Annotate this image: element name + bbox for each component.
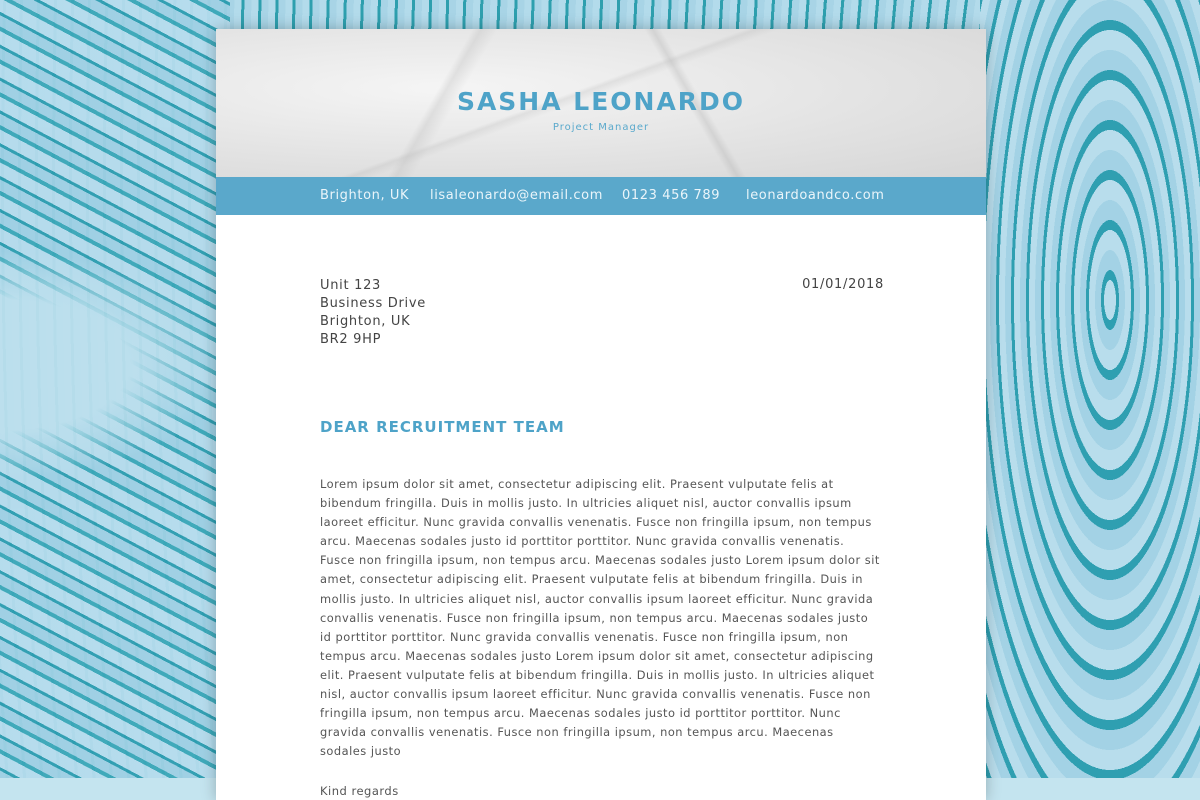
- marble-pattern-right: [980, 0, 1200, 800]
- applicant-name: SASHA LEONARDO: [456, 87, 746, 116]
- contact-website: leonardoandco.com: [746, 188, 885, 203]
- marble-pattern-left: [0, 0, 230, 800]
- address-line: Unit 123: [320, 278, 382, 293]
- salutation: DEAR RECRUITMENT TEAM: [320, 418, 565, 436]
- letter-body: Lorem ipsum dolor sit amet, consectetur adipiscing elit. Praesent vulputate felis at bibendum fringilla. Duis in mollis justo. In ultricies aliquet nisl, auctor convallis ipsum laoreet efficitur. Nunc gravida convallis venenatis. Fusce non fringilla ipsum, non tempus arcu. Maecenas sodales justo id porttitor porttitor. Nunc gravida convallis venenatis. Fusce non fringilla ipsum, non tempus arcu. Maecenas sodales justo Lorem ipsum dolor sit amet, consectetur adipiscing elit. Praesent vulputate felis at bibendum fringilla. Duis in mollis justo. In ultricies aliquet nisl, auctor convallis ipsum laoreet efficitur. Nunc gravida convallis venenatis. Fusce non fringilla ipsum, non tempus arcu. Maecenas sodales justo id porttitor porttitor. Nunc gravida convallis venenatis. Fusce non fringilla ipsum, non tempus arcu. Maecenas sodales justo Lorem ipsum dolor sit amet, consectetur adipiscing elit. Praesent vulputate felis at bibendum fringilla. Duis in mollis justo. In ultricies aliquet nisl, auctor convallis ipsum laoreet efficitur. Nunc gravida convallis venenatis. Fusce non fringilla ipsum, non tempus arcu. Maecenas sodales justo id porttitor porttitor. Nunc gravida convallis venenatis. Fusce non fringilla ipsum, non tempus arcu. Maecenas sodales justo: [320, 477, 880, 759]
- applicant-role: Project Manager: [552, 122, 650, 133]
- contact-phone: 0123 456 789: [622, 188, 721, 203]
- contact-email: lisaleonardo@email.com: [430, 188, 604, 203]
- contact-bar: [216, 177, 986, 215]
- address-line: BR2 9HP: [320, 332, 382, 347]
- letter-date: 01/01/2018: [802, 277, 884, 292]
- recipient-address: [320, 277, 426, 349]
- marble-header: [216, 29, 986, 177]
- cover-letter-page: [216, 29, 986, 800]
- contact-location: Brighton, UK: [320, 188, 410, 203]
- address-line: Brighton, UK: [320, 314, 411, 329]
- closing: Kind regards: [320, 784, 399, 798]
- address-line: Business Drive: [320, 296, 426, 311]
